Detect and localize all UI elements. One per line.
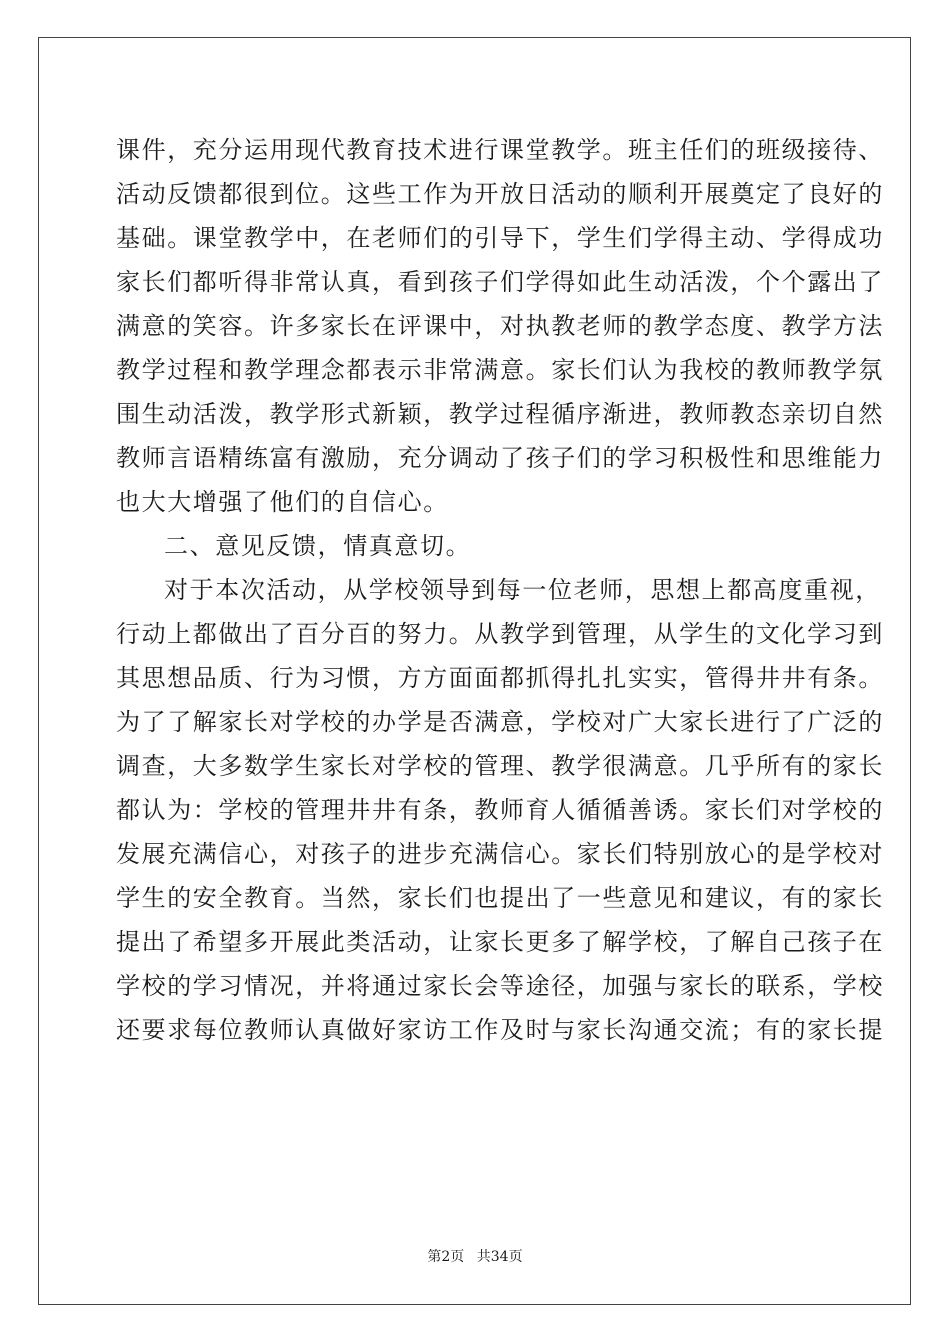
text-line: 还要求每位教师认真做好家访工作及时与家长沟通交流；有的家长提 [116, 1016, 884, 1044]
total-page-count: 共34页 [476, 1249, 523, 1265]
text-line: 课件，充分运用现代教育技术进行课堂教学。班主任们的班级接待、 [116, 136, 884, 164]
text-line: 调查，大多数学生家长对学校的管理、教学很满意。几乎所有的家长 [116, 752, 884, 780]
text-line: 提出了希望多开展此类活动，让家长更多了解学校，了解自己孩子在 [116, 928, 884, 956]
text-line: 为了了解家长对学校的办学是否满意，学校对广大家长进行了广泛的 [116, 708, 884, 736]
page-footer [0, 1246, 950, 1266]
text-line: 学生的安全教育。当然，家长们也提出了一些意见和建议，有的家长 [116, 884, 884, 912]
document-body [116, 128, 884, 1052]
text-line: 教学过程和教学理念都表示非常满意。家长们认为我校的教师教学氛 [116, 356, 884, 384]
paragraph-start-line: 对于本次活动，从学校领导到每一位老师，思想上都高度重视， [164, 576, 881, 604]
text-line: 教师言语精练富有激励，充分调动了孩子们的学习积极性和思维能力 [116, 444, 884, 472]
text-line: 学校的学习情况，并将通过家长会等途径，加强与家长的联系，学校 [116, 972, 884, 1000]
text-line: 其思想品质、行为习惯，方方面面都抓得扎扎实实，管得井井有条。 [116, 664, 884, 692]
text-line: 活动反馈都很到位。这些工作为开放日活动的顺利开展奠定了良好的 [116, 180, 884, 208]
text-line: 基础。课堂教学中，在老师们的引导下，学生们学得主动、学得成功 [116, 224, 884, 252]
section-heading: 二、意见反馈，情真意切。 [164, 532, 472, 560]
text-line: 行动上都做出了百分百的努力。从教学到管理，从学生的文化学习到 [116, 620, 884, 648]
text-line: 发展充满信心，对孩子的进步充满信心。家长们特别放心的是学校对 [116, 840, 884, 868]
text-line: 满意的笑容。许多家长在评课中，对执教老师的教学态度、教学方法 [116, 312, 884, 340]
text-line: 家长们都听得非常认真，看到孩子们学得如此生动活泼，个个露出了 [116, 268, 884, 296]
text-line: 也大大增强了他们的自信心。 [116, 488, 449, 516]
text-line: 围生动活泼，教学形式新颖，教学过程循序渐进，教师教态亲切自然 [116, 400, 884, 428]
text-line: 都认为：学校的管理井井有条，教师育人循循善诱。家长们对学校的 [116, 796, 884, 824]
current-page-number: 第2页 [427, 1249, 465, 1265]
